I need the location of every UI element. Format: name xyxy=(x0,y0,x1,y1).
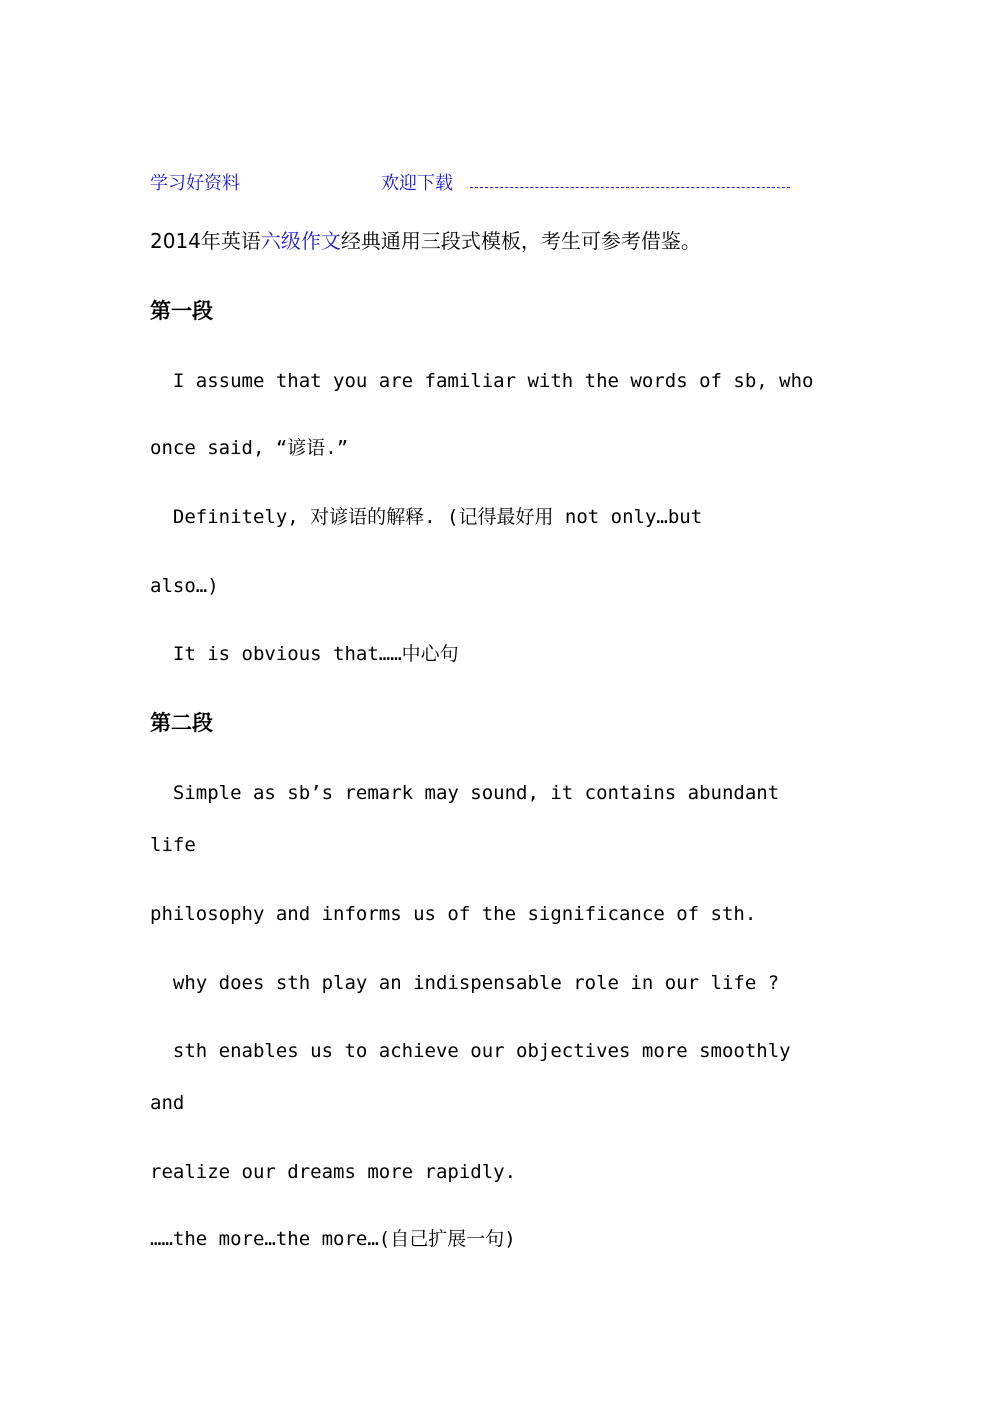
header-divider xyxy=(470,187,790,188)
header-left-text: 学习好资料 xyxy=(150,173,240,194)
intro-prefix: 2014年英语 xyxy=(150,229,261,253)
paragraph-line: life xyxy=(150,834,196,856)
paragraph-line: realize our dreams more rapidly. xyxy=(150,1161,517,1183)
section-heading: 第二段 xyxy=(150,711,213,735)
paragraph-line: sth enables us to achieve our objectives more smoothly xyxy=(150,1040,791,1062)
intro-suffix: 经典通用三段式模板，考生可参考借鉴。 xyxy=(340,229,701,253)
header-right-text: 欢迎下载 xyxy=(381,173,453,194)
paragraph-line: once said, “谚语.” xyxy=(150,437,349,459)
paragraph-line: and xyxy=(150,1092,185,1114)
intro-line xyxy=(150,229,701,253)
paragraph-line: Definitely, 对谚语的解释. (记得最好用 not only…but xyxy=(150,506,703,528)
paragraph-line: Simple as sb’s remark may sound, it contains abundant xyxy=(150,782,780,804)
intro-link[interactable]: 六级作文 xyxy=(260,229,341,253)
paragraph-line: philosophy and informs us of the significance of sth. xyxy=(150,903,757,925)
paragraph-line: I assume that you are familiar with the words of sb, who xyxy=(150,370,814,392)
section-heading: 第一段 xyxy=(150,299,213,323)
paragraph-line: ……the more…the more…(自己扩展一句) xyxy=(150,1228,516,1250)
paragraph-line: It is obvious that……中心句 xyxy=(150,643,459,665)
paragraph-line: also…) xyxy=(150,575,219,597)
paragraph-line: why does sth play an indispensable role in our life ? xyxy=(150,972,780,994)
